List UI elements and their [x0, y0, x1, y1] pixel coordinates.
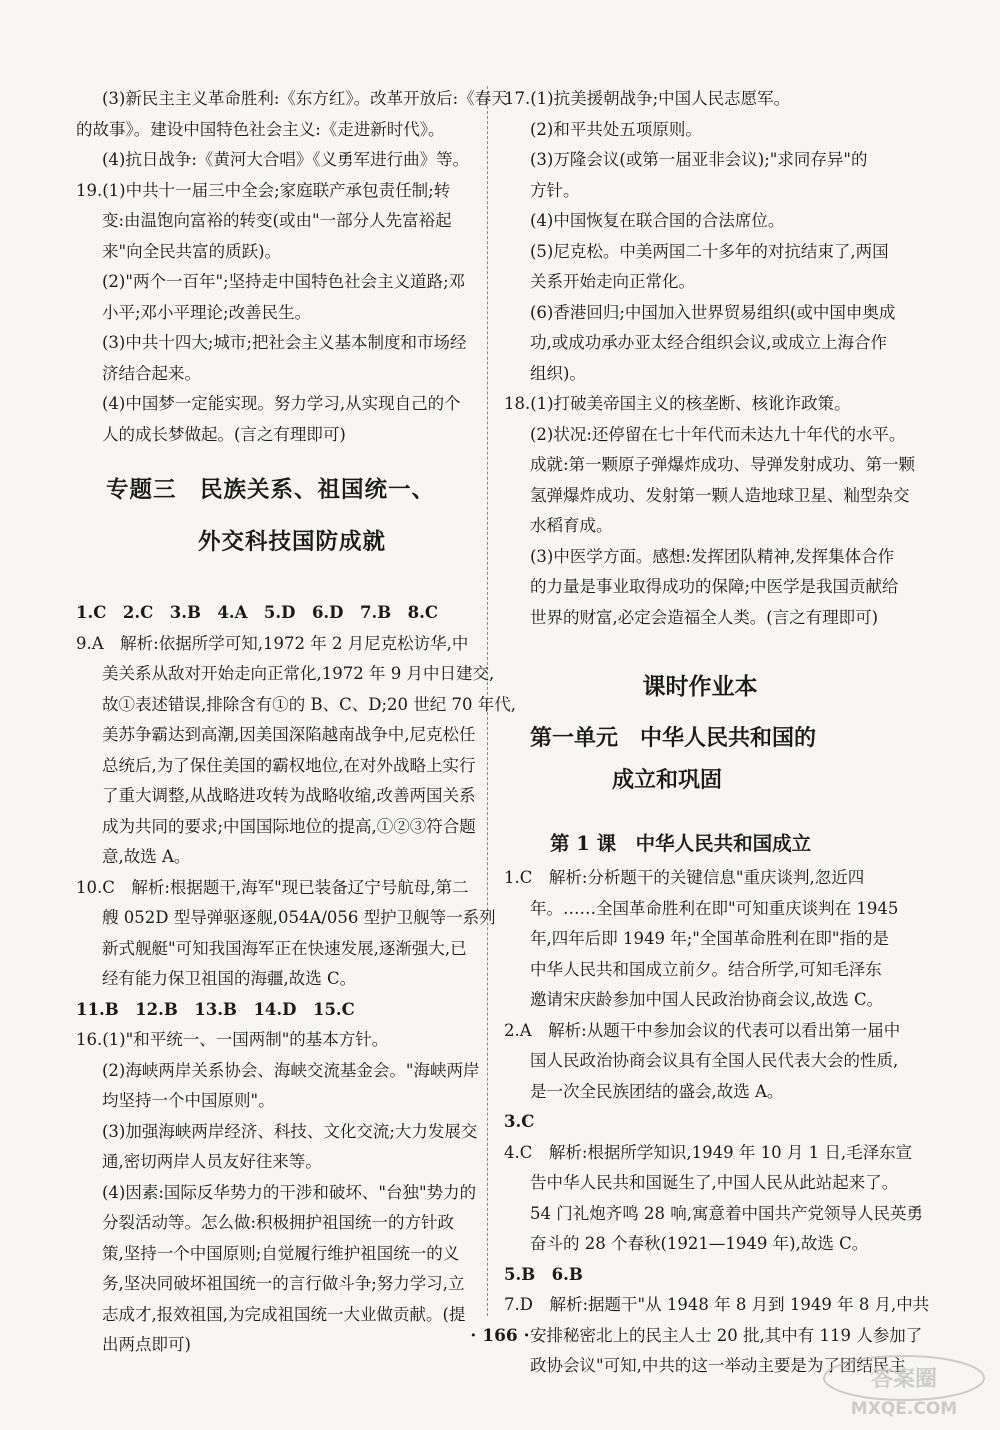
text-line: 变:由温饱向富裕的转变(或由"一部分人先富裕起 — [102, 211, 452, 230]
text-line: 10.C 解析:根据题干,海军"现已装备辽宁号航母,第二 — [76, 877, 469, 897]
lesson-title: 第 1 课 中华人民共和国成立 — [550, 832, 812, 855]
text-line: 美关系从敌对开始走向正常化,1972 年 9 月中日建交, — [102, 664, 495, 683]
text-line: 总统后,为了保住美国的霸权地位,在对外战略上实行 — [102, 755, 476, 775]
watermark-bottom-text: MXQE.COM — [850, 1399, 958, 1419]
text-line: (2)状况:还停留在七十年代而未达九十年代的水平。 — [530, 424, 906, 444]
text-line: 17.(1)抗美援朝战争;中国人民志愿军。 — [504, 89, 791, 108]
topic-title-line-1: 专题三 民族关系、祖国统一、 — [106, 477, 436, 503]
text-line: (3)新民主主义革命胜利:《东方红》。改革开放后:《春天 — [102, 89, 508, 108]
text-line: 关系开始走向正常化。 — [530, 272, 695, 291]
text-line: (3)加强海峡两岸经济、科技、文化交流;大力发展交 — [102, 1121, 478, 1141]
text-line: 4.C 解析:根据所学知识,1949 年 10 月 1 日,毛泽东宣 — [504, 1142, 913, 1162]
text-line: 策,坚持一个中国原则;自觉履行维护祖国统一的义 — [102, 1243, 460, 1263]
text-line: 政协会议"可知,中共的这一举动主要是为了团结民主 — [530, 1356, 906, 1375]
lesson-answer-1 — [504, 863, 899, 1016]
text-line: (4)抗日战争:《黄河大合唱》《义勇军进行曲》等。 — [102, 150, 470, 169]
text-line: 成就:第一颗原子弹爆炸成功、导弹发射成功、第一颗 — [530, 455, 916, 474]
text-line: 告中华人民共和国诞生了,中国人民从此站起来了。 — [530, 1173, 899, 1192]
q18-continued — [76, 84, 508, 176]
answer-16 — [76, 1025, 480, 1361]
answers-11-15: 11.B 12.B 13.B 14.D 15.C — [76, 999, 355, 1019]
text-line: 2.A 解析:从题干中参加会议的代表可以看出第一届中 — [504, 1020, 901, 1040]
text-line: 出两点即可) — [102, 1335, 191, 1354]
text-line: 19.(1)中共十一届三中全会;家庭联产承包责任制;转 — [76, 180, 451, 200]
answer-10 — [76, 873, 496, 995]
text-line: (4)中国恢复在联合国的合法席位。 — [530, 211, 785, 230]
unit-title-line-2: 成立和巩固 — [612, 768, 723, 793]
text-line: 16.(1)"和平统一、一国两制"的基本方针。 — [76, 1030, 389, 1049]
text-line: 组织)。 — [530, 363, 586, 383]
text-line: 奋斗的 28 个春秋(1921—1949 年),故选 C。 — [530, 1234, 869, 1253]
lesson-answers-5-6: 5.B 6.B — [504, 1264, 583, 1284]
text-line: 通,密切两岸人员友好往来等。 — [102, 1152, 322, 1171]
answer-9 — [76, 629, 516, 873]
lesson-answer-3: 3.C — [504, 1112, 535, 1131]
text-line: 艘 052D 型导弹驱逐舰,054A/056 型护卫舰等一系列 — [102, 908, 496, 927]
text-line: 故①表述错误,排除含有①的 B、C、D;20 世纪 70 年代, — [102, 694, 516, 714]
answer-19 — [76, 176, 474, 451]
text-line: 年,四年后即 1949 年;"全国革命胜利在即"指的是 — [530, 929, 889, 948]
text-line: (4)中国梦一定能实现。努力学习,从实现自己的个 — [102, 394, 461, 413]
text-line: (5)尼克松。中美两国二十多年的对抗结束了,两国 — [530, 241, 889, 261]
watermark-top-text: 答案圈 — [870, 1367, 938, 1392]
text-line: 来"向全民共富的质跃)。 — [102, 241, 282, 261]
spacer — [76, 562, 474, 598]
text-line: 方针。 — [530, 180, 580, 200]
text-line: 功,或成功承办亚太经合组织会议,或成立上海合作 — [530, 333, 887, 352]
section-title: 课时作业本 — [642, 674, 758, 700]
text-line: 邀请宋庆龄参加中国人民政治协商会议,故选 C。 — [530, 990, 884, 1009]
text-line: 国人民政治协商会议具有全国人民代表大会的性质, — [530, 1051, 899, 1070]
topic-title-line-2: 外交科技国防成就 — [198, 529, 387, 555]
text-line: 54 门礼炮齐鸣 28 响,寓意着中国共产党领导人民英勇 — [530, 1203, 923, 1223]
lesson-answer-4 — [504, 1138, 923, 1260]
text-line: (3)中共十四大;城市;把社会主义基本制度和市场经 — [102, 333, 467, 352]
text-line: 9.A 解析:依据所学可知,1972 年 2 月尼克松访华,中 — [76, 633, 469, 653]
text-line: 是一次全民族团结的盛会,故选 A。 — [530, 1081, 784, 1101]
text-line: 新式舰艇"可知我国海军正在快速发展,逐渐强大,已 — [102, 938, 467, 958]
text-line: 18.(1)打破美帝国主义的核垄断、核讹诈政策。 — [504, 394, 851, 413]
text-line: 济结合起来。 — [102, 363, 201, 383]
answer-18 — [504, 389, 916, 633]
text-line: (2)"两个一百年";坚持走中国特色社会主义道路;邓 — [102, 272, 466, 291]
text-line: 氢弹爆炸成功、发射第一颗人造地球卫星、籼型杂交 — [530, 485, 910, 505]
answer-17 — [504, 84, 896, 389]
text-line: 7.D 解析:据题干"从 1948 年 8 月到 1949 年 8 月,中共 — [504, 1295, 930, 1314]
text-line: 小平;邓小平理论;改善民生。 — [102, 302, 312, 322]
text-line: 了重大调整,从战略进攻转为战略收缩,改善两国关系 — [102, 786, 476, 805]
text-line: 水稻育成。 — [530, 516, 613, 535]
text-line: 成为共同的要求;中国国际地位的提高,①②③符合题 — [102, 816, 476, 836]
text-line: (4)因素:国际反华势力的干涉和破坏、"台独"势力的 — [102, 1182, 477, 1202]
text-line: 人的成长梦做起。(言之有理即可) — [102, 424, 346, 444]
unit-title-line-1: 第一单元 中华人民共和国的 — [530, 726, 817, 751]
text-line: (2)海峡两岸关系协会、海峡交流基金会。"海峡两岸 — [102, 1060, 480, 1080]
text-line: 务,坚决同破坏祖国统一的言行做斗争;努力学习,立 — [102, 1274, 465, 1293]
text-line: 1.C 解析:分析题干的关键信息"重庆谈判,忽近四 — [504, 868, 865, 887]
text-line: (3)中医学方面。感想:发挥团队精神,发挥集体合作 — [530, 546, 895, 566]
page-number: · 166 · — [470, 1326, 530, 1346]
answers-1-8: 1.C 2.C 3.B 4.A 5.D 6.D 7.B 8.C — [76, 603, 439, 622]
text-line: 的力量是事业取得成功的保障;中医学是我国贡献给 — [530, 577, 899, 596]
text-line: 世界的财富,必定会造福全人类。(言之有理即可) — [530, 607, 879, 627]
watermark-logo — [820, 1354, 988, 1418]
text-line: 的故事》。建设中国特色社会主义:《走进新时代》。 — [76, 119, 445, 139]
text-line: 美苏争霸达到高潮,因美国深陷越南战争中,尼克松任 — [102, 725, 476, 744]
text-line: 分裂活动等。怎么做:积极拥护祖国统一的方针政 — [102, 1213, 455, 1232]
text-line: 安排秘密北上的民主人士 20 批,其中有 119 人参加了 — [530, 1325, 923, 1345]
text-line: 年。……全国革命胜利在即"可知重庆谈判在 1945 — [530, 898, 899, 918]
text-line: 经有能力保卫祖国的海疆,故选 C。 — [102, 969, 357, 988]
text-line: 意,故选 A。 — [102, 847, 191, 866]
text-line: (3)万隆会议(或第一届亚非会议);"求同存异"的 — [530, 150, 868, 169]
lesson-answer-2 — [504, 1016, 901, 1108]
text-line: (6)香港回归;中国加入世界贸易组织(或中国申奥成 — [530, 302, 896, 322]
text-line: (2)和平共处五项原则。 — [530, 119, 702, 139]
text-line: 志成才,报效祖国,为完成祖国统一大业做贡献。(提 — [102, 1304, 466, 1324]
text-line: 中华人民共和国成立前夕。结合所学,可知毛泽东 — [530, 959, 882, 979]
text-line: 均坚持一个中国原则"。 — [102, 1091, 275, 1110]
